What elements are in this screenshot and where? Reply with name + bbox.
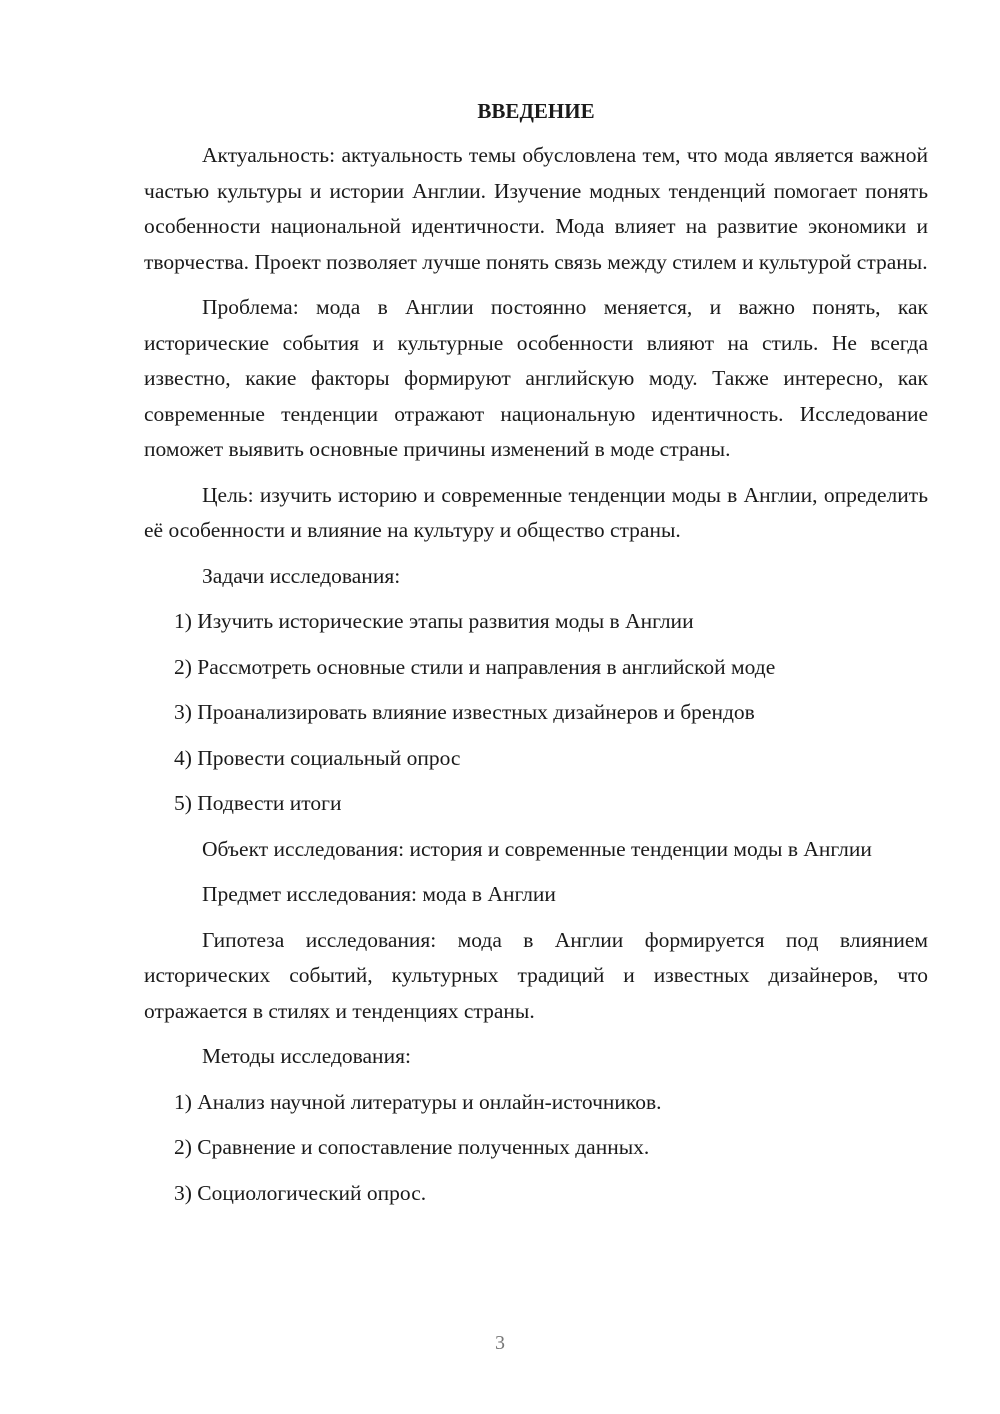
method-item: 3) Социологический опрос. <box>174 1180 427 1205</box>
tasks-heading: Задачи исследования: <box>202 563 401 588</box>
task-item: 4) Провести социальный опрос <box>174 745 461 770</box>
task-item: 5) Подвести итоги <box>174 791 342 815</box>
methods-list <box>144 1085 928 1212</box>
task-item: 2) Рассмотреть основные стили и направления в английской моде <box>174 654 776 679</box>
methods-heading: Методы исследования: <box>202 1044 411 1068</box>
page-number: 3 <box>495 1332 505 1354</box>
document-page <box>144 96 928 1221</box>
problem-paragraph: Проблема: мода в Англии постоянно меняется, и важно понять, как исторические события и культурные особенности влияют на стиль. Не всегда известно, какие факторы формируют английскую моду. Также интересно, как современные тенденции отражают национальную идентичность. Исследование поможет выявить основные причины изменений в моде страны. <box>144 295 928 461</box>
method-item: 2) Сравнение и сопоставление полученных данных. <box>174 1135 650 1159</box>
tasks-list <box>144 604 928 822</box>
hypothesis-paragraph: Гипотеза исследования: мода в Англии формируется под влиянием исторических событий, культурных традиций и известных дизайнеров, что отражается в стилях и тенденциях страны. <box>144 927 928 1023</box>
actuality-paragraph: Актуальность: актуальность темы обусловлена тем, что мода является важной частью культуры и истории Англии. Изучение модных тенденций помогает понять особенности национальной идентичности. Мода влияет на развитие экономики и творчества. Проект позволяет лучше понять связь между стилем и культурой страны. <box>144 143 928 274</box>
task-item: 1) Изучить исторические этапы развития моды в Англии <box>174 609 694 633</box>
goal-paragraph: Цель: изучить историю и современные тенденции моды в Англии, определить её особенности и влияние на культуру и общество страны. <box>144 482 928 542</box>
object-paragraph: Объект исследования: история и современные тенденции моды в Англии <box>202 836 872 861</box>
subject-paragraph: Предмет исследования: мода в Англии <box>202 882 556 906</box>
section-title: ВВЕДЕНИЕ <box>477 99 595 123</box>
task-item: 3) Проанализировать влияние известных дизайнеров и брендов <box>174 700 755 724</box>
method-item: 1) Анализ научной литературы и онлайн-источников. <box>174 1089 662 1114</box>
